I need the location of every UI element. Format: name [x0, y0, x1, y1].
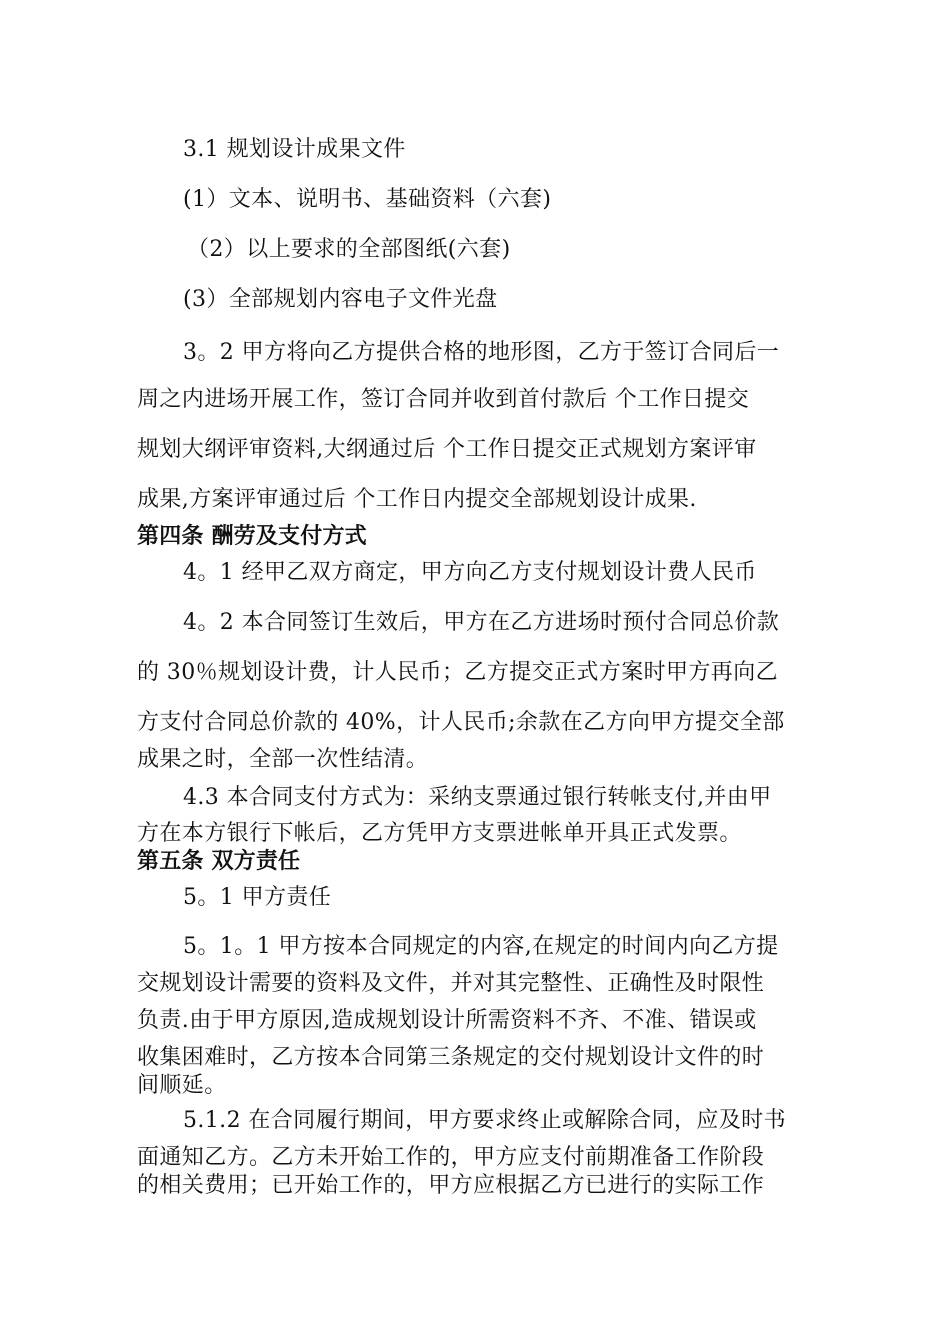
paragraph-5-1-1-line-4: 收集困难时，乙方按本合同第三条规定的交付规划设计文件的时	[137, 1045, 765, 1070]
paragraph-3-2-line-2: 周之内进场开展工作，签订合同并收到首付款后 个工作日提交	[137, 387, 750, 412]
paragraph-4-1: 4。1 经甲乙双方商定，甲方向乙方支付规划设计费人民币	[183, 560, 757, 585]
list-item-3: (3）全部规划内容电子文件光盘	[183, 287, 498, 312]
paragraph-3-2-line-4: 成果,方案评审通过后 个工作日内提交全部规划设计成果.	[137, 487, 697, 512]
list-item-1: (1）文本、说明书、基础资料（六套)	[183, 187, 552, 212]
section-5-1-title: 5。1 甲方责任	[183, 885, 332, 910]
paragraph-5-1-1-line-5: 间顺延。	[137, 1073, 227, 1098]
paragraph-4-2-line-1: 4。2 本合同签订生效后，甲方在乙方进场时预付合同总价款	[183, 610, 780, 635]
paragraph-3-2-line-1: 3。2 甲方将向乙方提供合格的地形图，乙方于签订合同后一	[183, 340, 780, 365]
section-3-1-title: 3.1 规划设计成果文件	[183, 137, 406, 162]
paragraph-5-1-2-line-2: 面通知乙方。乙方未开始工作的，甲方应支付前期准备工作阶段	[137, 1145, 765, 1170]
paragraph-4-2-line-4: 成果之时，全部一次性结清。	[137, 747, 429, 772]
paragraph-4-3-line-2: 方在本方银行下帐后，乙方凭甲方支票进帐单开具正式发票。	[137, 821, 742, 846]
paragraph-4-2-line-2: 的 30％规划设计费，计人民币；乙方提交正式方案时甲方再向乙	[137, 660, 778, 685]
paragraph-5-1-1-line-3: 负责.由于甲方原因,造成规划设计所需资料不齐、不准、错误或	[137, 1008, 757, 1033]
paragraph-5-1-2-line-3: 的相关费用；已开始工作的，甲方应根据乙方已进行的实际工作	[137, 1173, 765, 1198]
list-item-2: （2）以上要求的全部图纸(六套)	[187, 237, 511, 262]
paragraph-3-2-line-3: 规划大纲评审资料,大纲通过后 个工作日提交正式规划方案评审	[137, 437, 757, 462]
paragraph-5-1-1-line-2: 交规划设计需要的资料及文件，并对其完整性、正确性及时限性	[137, 971, 765, 996]
paragraph-4-3-line-1: 4.3 本合同支付方式为：采纳支票通过银行转帐支付,并由甲	[183, 785, 772, 810]
paragraph-5-1-1-line-1: 5。1。1 甲方按本合同规定的内容,在规定的时间内向乙方提	[183, 934, 779, 959]
article-5-heading: 第五条 双方责任	[137, 849, 301, 874]
article-4-heading: 第四条 酬劳及支付方式	[137, 524, 367, 549]
paragraph-5-1-2-line-1: 5.1.2 在合同履行期间，甲方要求终止或解除合同，应及时书	[183, 1108, 786, 1133]
paragraph-4-2-line-3: 方支付合同总价款的 40%，计人民币;余款在乙方向甲方提交全部	[137, 710, 785, 735]
